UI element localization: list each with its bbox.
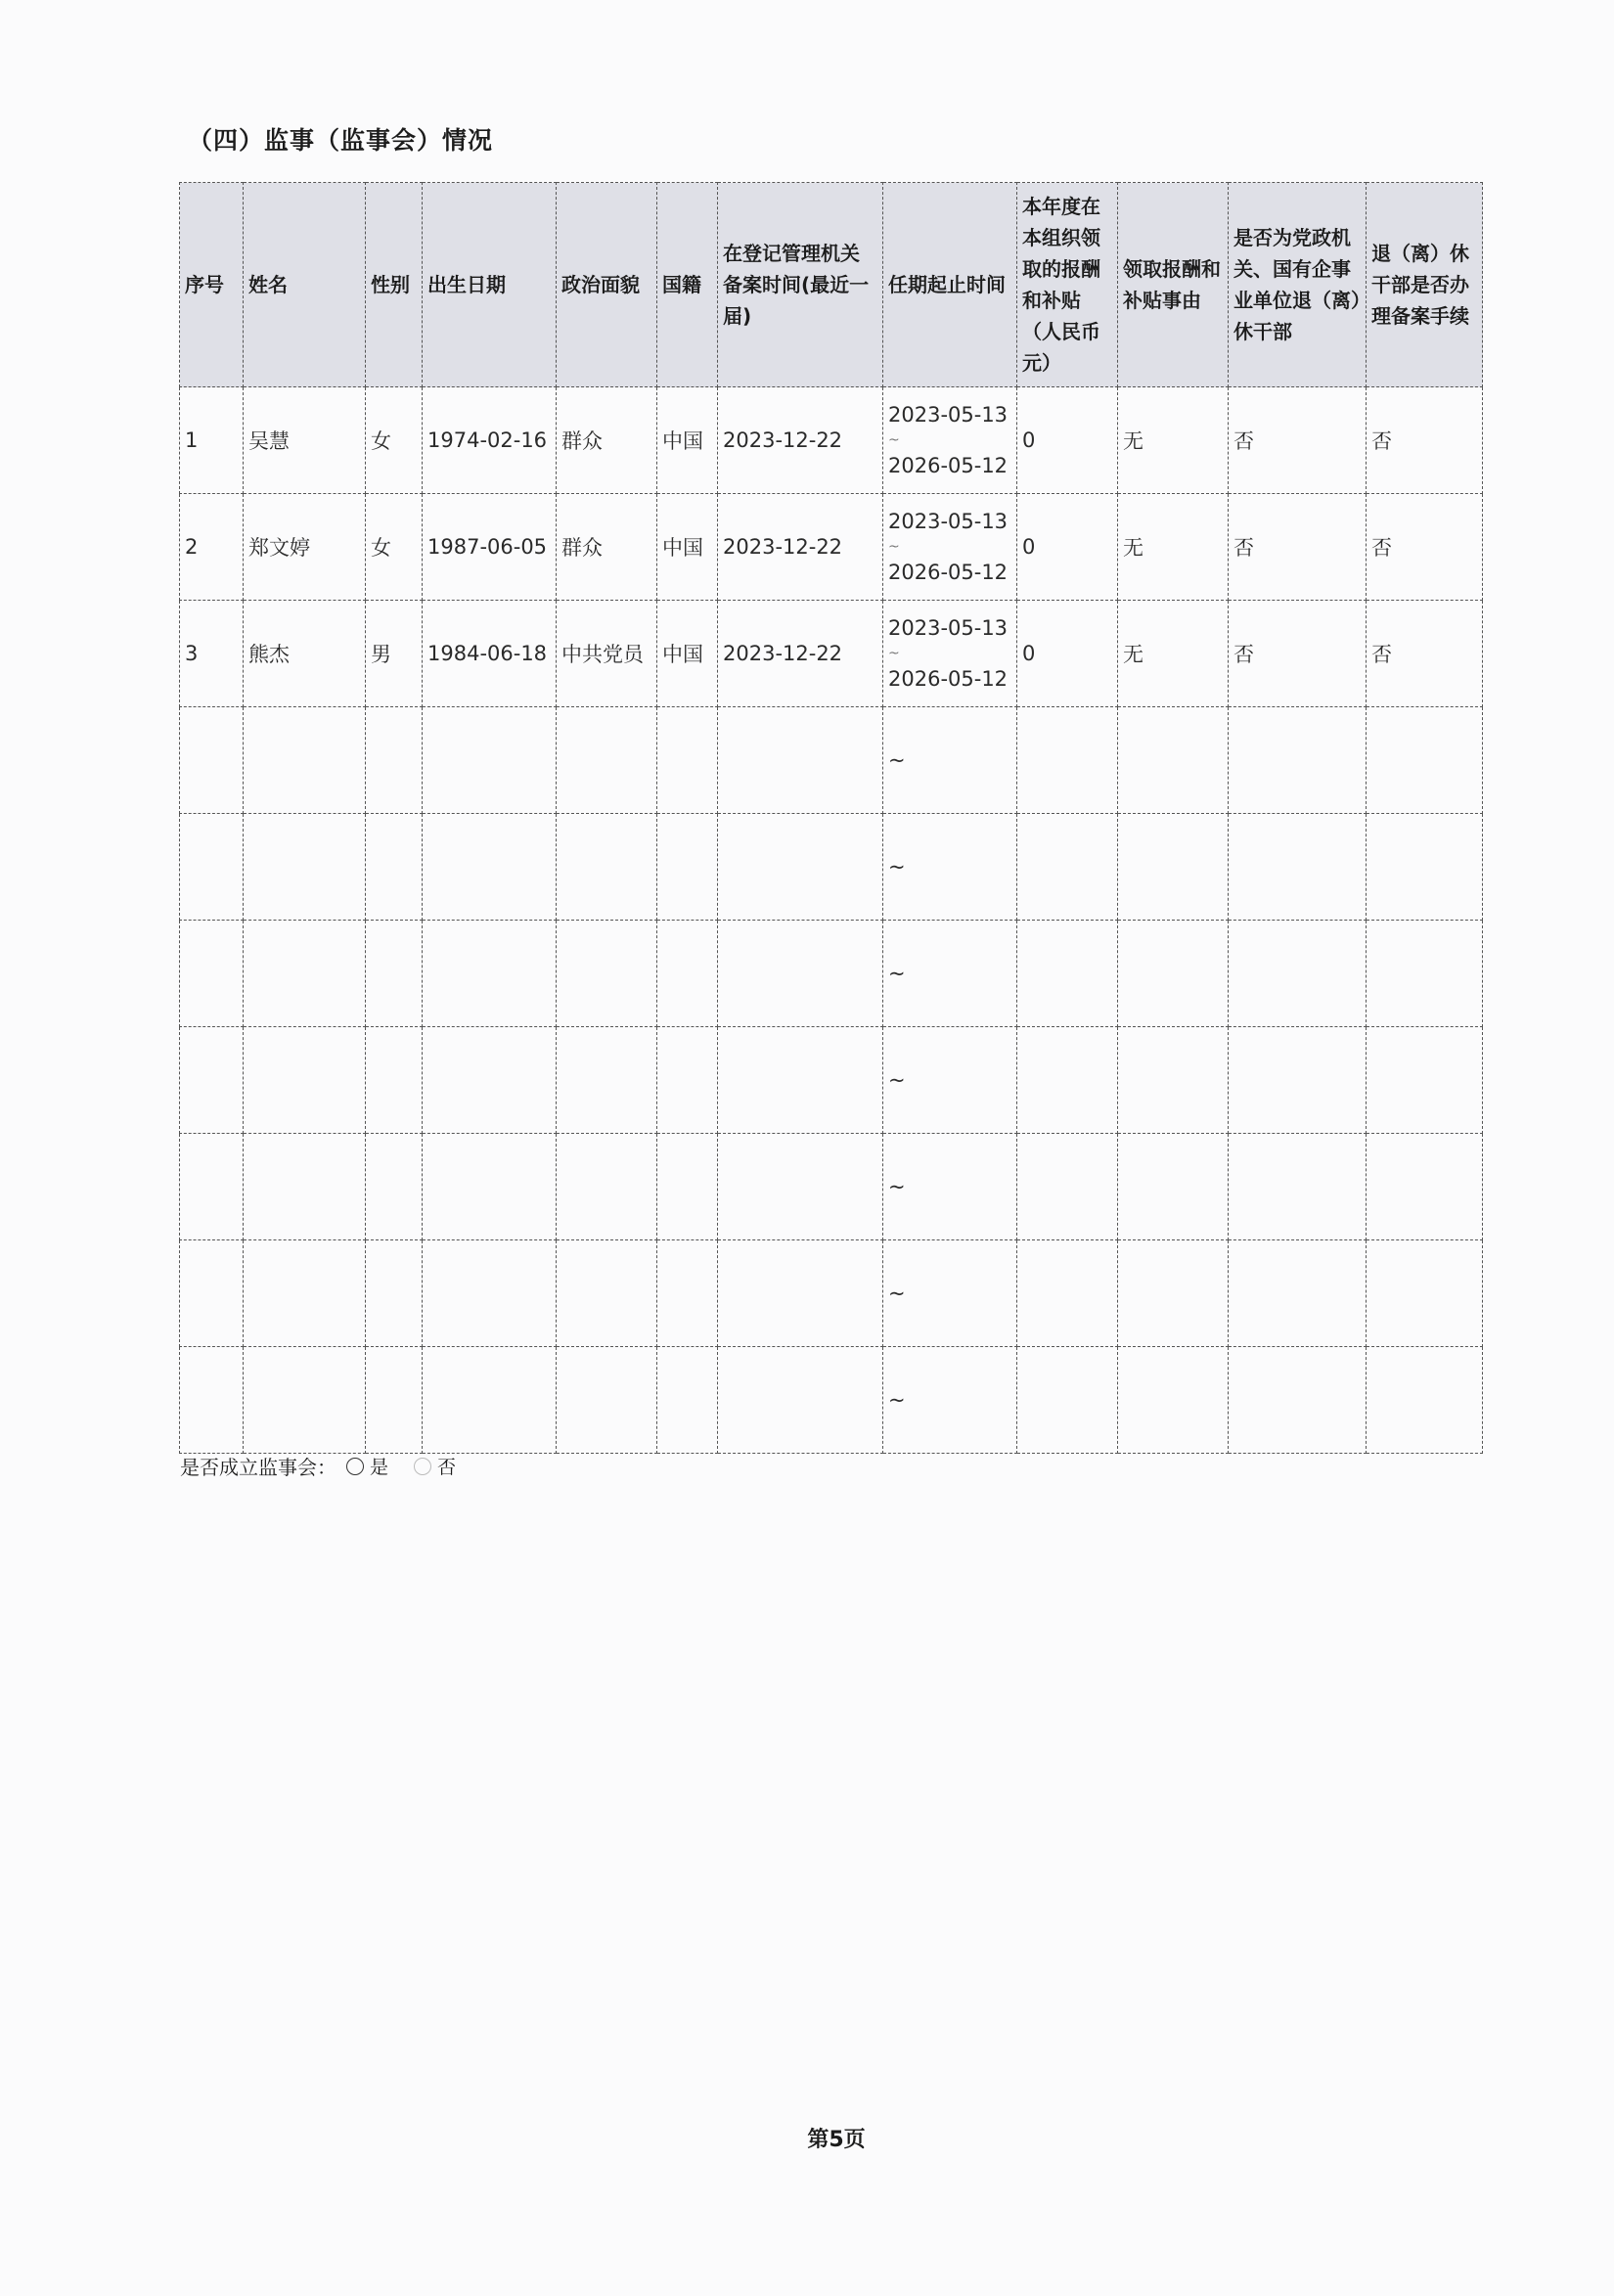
cell-idx: 1 [180, 387, 244, 494]
cell-name: 郑文婷 [244, 494, 366, 601]
supervisors-table [179, 182, 1483, 1454]
empty-row [180, 1134, 1483, 1240]
cell-name: 熊杰 [244, 601, 366, 707]
cell-birth: 1984-06-18 [423, 601, 557, 707]
header-name: 姓名 [244, 183, 366, 387]
empty-row [180, 1347, 1483, 1454]
term-start: 2023-05-13 [888, 403, 1009, 427]
term-end: 2026-05-12 [888, 454, 1009, 477]
option-no[interactable] [414, 1453, 456, 1479]
empty-term-sep: ~ [883, 707, 1017, 814]
cell-political: 群众 [557, 494, 657, 601]
cell-pay: 0 [1017, 601, 1118, 707]
header-filed: 退（离）休干部是否办理备案手续 [1367, 183, 1483, 387]
empty-row [180, 1027, 1483, 1134]
cell-retired: 否 [1229, 494, 1367, 601]
cell-gender: 男 [366, 601, 423, 707]
page-number: 第5页 [807, 2128, 866, 2152]
cell-filing: 2023-12-22 [718, 601, 883, 707]
table-row [180, 494, 1483, 601]
cell-birth: 1974-02-16 [423, 387, 557, 494]
term-start: 2023-05-13 [888, 616, 1009, 640]
header-political: 政治面貌 [557, 183, 657, 387]
empty-term-sep: ~ [883, 1134, 1017, 1240]
cell-filed: 否 [1367, 494, 1483, 601]
empty-term-sep: ~ [883, 814, 1017, 921]
cell-pay: 0 [1017, 494, 1118, 601]
cell-pay: 0 [1017, 387, 1118, 494]
cell-nationality: 中国 [657, 494, 718, 601]
cell-filing: 2023-12-22 [718, 494, 883, 601]
header-nationality: 国籍 [657, 183, 718, 387]
empty-row [180, 921, 1483, 1027]
cell-filing: 2023-12-22 [718, 387, 883, 494]
cell-political: 中共党员 [557, 601, 657, 707]
header-reason: 领取报酬和补贴事由 [1118, 183, 1229, 387]
table-row [180, 387, 1483, 494]
term-end: 2026-05-12 [888, 667, 1009, 691]
cell-nationality: 中国 [657, 387, 718, 494]
empty-row [180, 707, 1483, 814]
option-yes[interactable] [346, 1453, 388, 1479]
radio-yes-icon[interactable] [346, 1458, 364, 1475]
cell-idx: 2 [180, 494, 244, 601]
header-filing: 在登记管理机关备案时间(最近一届) [718, 183, 883, 387]
table-row [180, 601, 1483, 707]
empty-row [180, 1240, 1483, 1347]
board-question-label: 是否成立监事会： [180, 1456, 336, 1479]
cell-gender: 女 [366, 494, 423, 601]
empty-term-sep: ~ [883, 921, 1017, 1027]
cell-birth: 1987-06-05 [423, 494, 557, 601]
cell-name: 吴慧 [244, 387, 366, 494]
term-start: 2023-05-13 [888, 510, 1009, 533]
cell-nationality: 中国 [657, 601, 718, 707]
term-end: 2026-05-12 [888, 561, 1009, 584]
section-title: （四）监事（监事会）情况 [188, 126, 494, 155]
header-birth: 出生日期 [423, 183, 557, 387]
option-no-label: 否 [437, 1457, 457, 1478]
empty-row [180, 814, 1483, 921]
option-yes-label: 是 [370, 1457, 389, 1478]
cell-term [883, 601, 1017, 707]
header-gender: 性别 [366, 183, 423, 387]
empty-term-sep: ~ [883, 1027, 1017, 1134]
supervisory-board-question [180, 1452, 471, 1480]
cell-political: 群众 [557, 387, 657, 494]
cell-term [883, 387, 1017, 494]
cell-reason: 无 [1118, 494, 1229, 601]
cell-filed: 否 [1367, 601, 1483, 707]
cell-reason: 无 [1118, 601, 1229, 707]
header-retired: 是否为党政机关、国有企事业单位退（离）休干部 [1229, 183, 1367, 387]
empty-term-sep: ~ [883, 1347, 1017, 1454]
header-pay: 本年度在本组织领取的报酬和补贴（人民币元） [1017, 183, 1118, 387]
term-separator: ~ [888, 646, 900, 661]
cell-gender: 女 [366, 387, 423, 494]
cell-term [883, 494, 1017, 601]
radio-no-icon[interactable] [414, 1458, 431, 1475]
empty-term-sep: ~ [883, 1240, 1017, 1347]
term-separator: ~ [888, 539, 900, 555]
header-term: 任期起止时间 [883, 183, 1017, 387]
header-idx: 序号 [180, 183, 244, 387]
cell-idx: 3 [180, 601, 244, 707]
cell-filed: 否 [1367, 387, 1483, 494]
term-separator: ~ [888, 432, 900, 448]
cell-reason: 无 [1118, 387, 1229, 494]
cell-retired: 否 [1229, 601, 1367, 707]
table-header-row [180, 183, 1483, 387]
cell-retired: 否 [1229, 387, 1367, 494]
